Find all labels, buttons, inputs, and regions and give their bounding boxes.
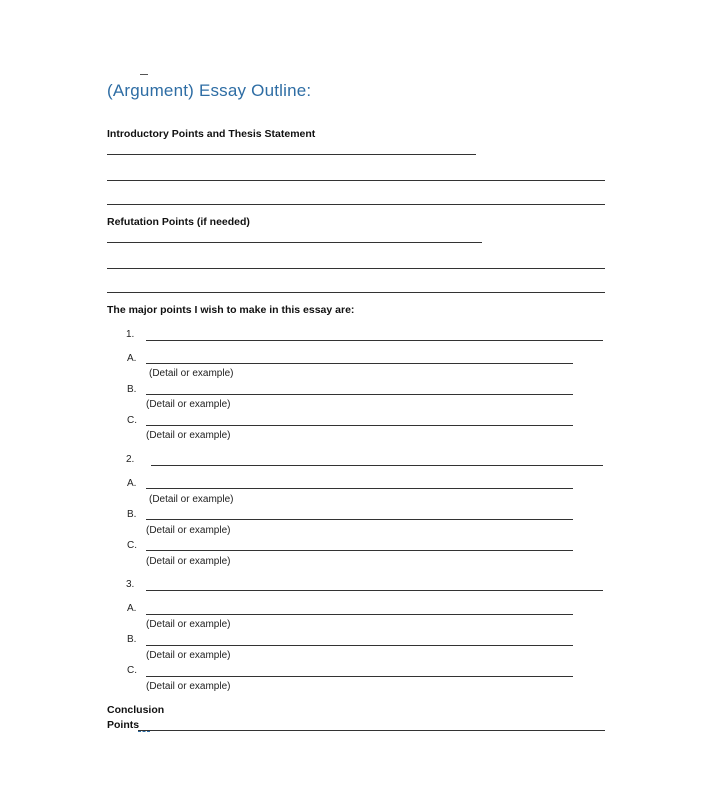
detail-hint: (Detail or example) [149,494,234,505]
sub-point-blank-line[interactable] [146,394,573,395]
sub-point-blank-line[interactable] [146,614,573,615]
sub-point-label: A. [127,353,137,364]
sub-point-blank-line[interactable] [146,488,573,489]
refutation-heading: Refutation Points (if needed) [107,216,250,228]
intro-blank-line-3[interactable] [107,204,605,205]
sub-point-blank-line[interactable] [146,550,573,551]
detail-hint: (Detail or example) [149,368,234,379]
intro-blank-line-1[interactable] [107,154,476,155]
sub-point-label: B. [127,384,137,395]
point-blank-line[interactable] [146,590,603,591]
sub-point-label: A. [127,478,137,489]
refutation-blank-line-1[interactable] [107,242,482,243]
detail-hint: (Detail or example) [146,619,231,630]
point-number: 3. [126,579,135,590]
conclusion-underline-mark [138,731,150,732]
conclusion-blank-line[interactable] [138,730,605,731]
conclusion-heading: Conclusion [107,704,165,716]
sub-point-label: C. [127,415,137,426]
conclusion-points-label: Points [107,719,140,731]
detail-hint: (Detail or example) [146,681,231,692]
intro-heading: Introductory Points and Thesis Statement [107,128,316,140]
sub-point-blank-line[interactable] [146,645,573,646]
sub-point-blank-line[interactable] [146,519,573,520]
detail-hint: (Detail or example) [146,556,231,567]
detail-hint: (Detail or example) [146,399,231,410]
refutation-blank-line-3[interactable] [107,292,605,293]
sub-point-label: C. [127,540,137,551]
title-mark [140,74,148,75]
detail-hint: (Detail or example) [146,650,231,661]
refutation-blank-line-2[interactable] [107,268,605,269]
sub-point-label: B. [127,509,137,520]
point-number: 1. [126,329,135,340]
sub-point-blank-line[interactable] [146,363,573,364]
detail-hint: (Detail or example) [146,525,231,536]
sub-point-blank-line[interactable] [146,676,573,677]
sub-point-label: C. [127,665,137,676]
page-title: (Argument) Essay Outline: [107,81,312,100]
sub-point-blank-line[interactable] [146,425,573,426]
point-blank-line[interactable] [146,340,603,341]
point-blank-line[interactable] [151,465,603,466]
intro-blank-line-2[interactable] [107,180,605,181]
point-number: 2. [126,454,135,465]
detail-hint: (Detail or example) [146,430,231,441]
major-points-heading: The major points I wish to make in this essay are: [107,304,355,316]
sub-point-label: B. [127,634,137,645]
sub-point-label: A. [127,603,137,614]
